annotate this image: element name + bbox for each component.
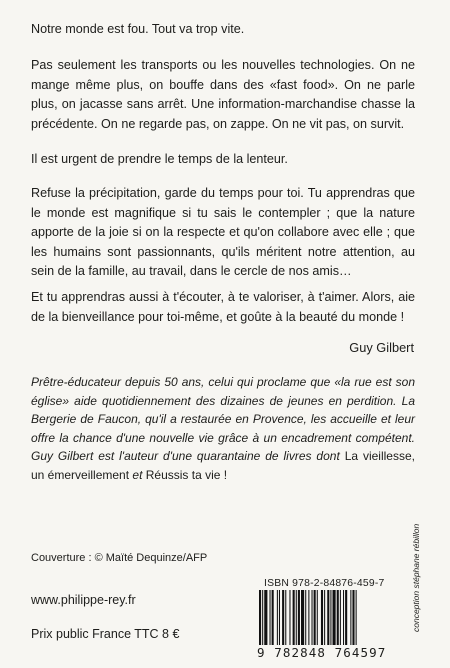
barcode-bar bbox=[343, 590, 344, 645]
currency-symbol: € bbox=[172, 627, 180, 641]
barcode-bar bbox=[350, 590, 351, 645]
barcode-bar bbox=[327, 590, 329, 645]
barcode-bar bbox=[296, 590, 297, 645]
barcode-bar bbox=[305, 590, 306, 645]
barcode-bar bbox=[301, 590, 304, 645]
barcode-bar bbox=[277, 590, 278, 645]
author-bio bbox=[31, 373, 415, 485]
barcode-bar bbox=[289, 590, 290, 645]
price-text: Prix public France TTC 8 bbox=[31, 627, 170, 641]
barcode-bar bbox=[345, 590, 347, 645]
paragraph-2: Pas seulement les transports ou les nouvelles technologies. On ne mange même plus, on bouffe dans des «fast food». On ne parle plus, on jacasse sans arrêt. Une information-marchandise chasse la précédente. On ne regarde pas, on zappe. On ne vit pas, on survit. bbox=[31, 58, 415, 131]
barcode-bar bbox=[298, 590, 300, 645]
bio-end: ! bbox=[220, 467, 228, 482]
price-label bbox=[31, 627, 179, 641]
barcode-bar bbox=[321, 590, 323, 645]
barcode-bar bbox=[270, 590, 271, 645]
author-signature: Guy Gilbert bbox=[349, 340, 414, 355]
barcode-bar bbox=[279, 590, 280, 645]
bio-connector: et bbox=[132, 467, 143, 482]
bio-text: Prêtre-éducateur depuis 50 ans, celui qui proclame que «la rue est son église» aide quotidiennement des dizaines de jeunes en perdition. La Bergerie de Faucon, qu'il a restaurée en Provence, les accueille et leur offre la chance d'une nouvelle vie grâce à un encadrement compétent. Guy Gilbert est l'auteur d'une quarantaine de livres dont bbox=[31, 375, 415, 464]
paragraph-4: Refuse la précipitation, garde du temps pour toi. Tu apprendras que le monde est magnifique si tu sais le contempler ; que la nature apporte de la joie si on la respecte et qu'on collabore avec elle ; que les humains sont passionnants, qu'ils méritent notre attention, au sein de la famille, au travail, dans le cercle de nos amis… bbox=[31, 186, 415, 278]
isbn-label: ISBN 978-2-84876-459-7 bbox=[264, 578, 385, 589]
paragraph-5: Et tu apprendras aussi à t'écouter, à te valoriser, à t'aimer. Alors, aie de la bienveillance pour toi-même, et goûte à la beauté du monde ! bbox=[31, 290, 415, 324]
paragraph-1: Notre monde est fou. Tout va trop vite. bbox=[31, 22, 245, 36]
barcode-bar bbox=[337, 590, 339, 645]
barcode-bar bbox=[317, 590, 318, 645]
paragraph-3: Il est urgent de prendre le temps de la lenteur. bbox=[31, 152, 288, 166]
barcode-number: 9 782848 764597 bbox=[255, 645, 407, 660]
cover-credit: Couverture : © Maïté Dequinze/AFP bbox=[31, 552, 208, 564]
barcode-bar bbox=[282, 590, 284, 645]
barcode-bar bbox=[314, 590, 316, 645]
barcode-bar bbox=[285, 590, 286, 645]
barcode-bar bbox=[330, 590, 331, 645]
barcode-bar bbox=[293, 590, 295, 645]
book-title-2: Réussis ta vie bbox=[145, 467, 221, 482]
book-title-1: La vieillesse, un émerveillement bbox=[31, 449, 415, 482]
barcode-bar bbox=[324, 590, 325, 645]
publisher-website[interactable]: www.philippe-rey.fr bbox=[31, 593, 136, 607]
design-credit: conception stéphane rébillon bbox=[411, 523, 421, 632]
barcode-bar bbox=[272, 590, 274, 645]
barcode-bar bbox=[340, 590, 341, 645]
barcode-bar bbox=[333, 590, 336, 645]
barcode-bar bbox=[264, 590, 267, 645]
